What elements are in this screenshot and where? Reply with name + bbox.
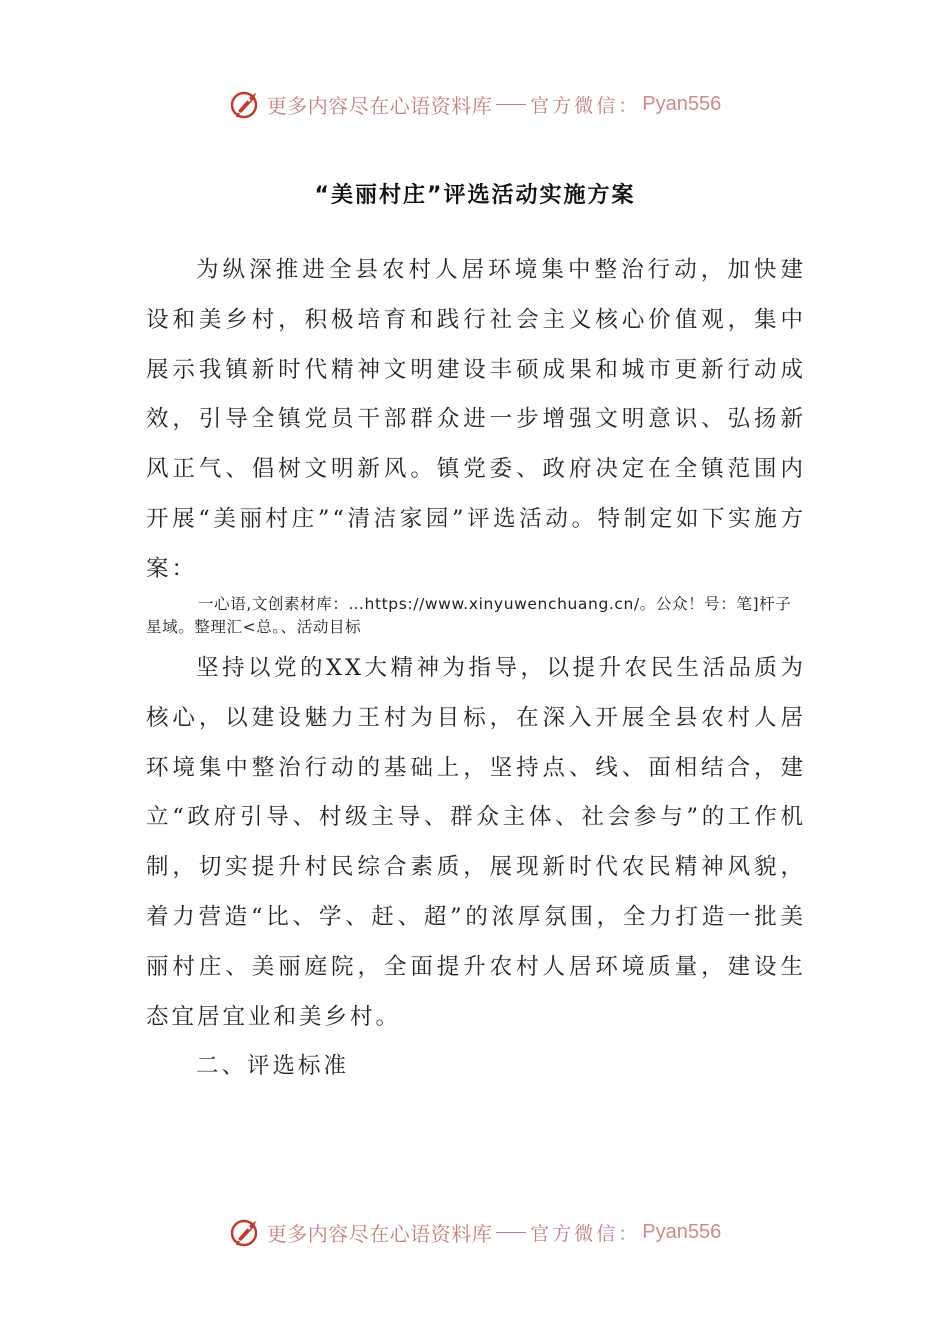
goals-paragraph: 坚持以党的XX大精神为指导，以提升农民生活品质为核心，以建设魅力王村为目标，在深入开展全县农村人居环境集中整治行动的基础上，坚持点、线、面相结合，建立“政府引导、村级主导、群众主体、社会参与”的工作机制，切实提升村民综合素质，展现新时代农民精神风貌，着力营造“比、学、赶、超”的浓厚氛围，全力打造一批美丽村庄、美丽庭院，全面提升农村人居环境质量，建设生态宜居宜业和美乡村。 (146, 655, 806, 1030)
footer-banner-text: 更多内容尽在心语资料库 (266, 1221, 493, 1246)
intro-paragraph: 为纵深推进全县农村人居环境集中整治行动，加快建设和美乡村，积极培育和践行社会主义核心价值观，集中展示我镇新时代精神文明建设丰硕成果和城市更新行动成效，引导全镇党员干部群众进一步增强文明意识、弘扬新风正气、倡树文明新风。镇党委、政府决定在全镇范围内开展“美丽村庄”“清洁家园”评选活动。特制定如下实施方案： (146, 257, 806, 582)
pen-nib-circle-icon (229, 87, 263, 121)
header-banner-wechat-id: Pyan556 (642, 92, 722, 115)
document-title: “美丽村庄”评选活动实施方案 (314, 183, 636, 208)
header-banner-dash (496, 104, 526, 105)
footer-banner-wechat-id: Pyan556 (642, 1220, 722, 1243)
section-heading-criteria: 二、评选标准 (196, 1053, 350, 1079)
footer-banner-dash (496, 1232, 526, 1233)
source-note: 一心语,文创素材库：…https://www.xinyuwenchuang.cn/。公众！号：笔]杆子星域。整理汇<总。、活动目标 (146, 595, 792, 636)
header-banner[interactable] (0, 82, 950, 126)
footer-banner[interactable] (0, 1210, 950, 1254)
pen-nib-circle-icon (229, 1215, 263, 1249)
footer-banner-wechat-label: 官方微信： (530, 1222, 641, 1245)
header-banner-wechat-label: 官方微信： (530, 94, 641, 117)
header-banner-text: 更多内容尽在心语资料库 (266, 93, 493, 118)
